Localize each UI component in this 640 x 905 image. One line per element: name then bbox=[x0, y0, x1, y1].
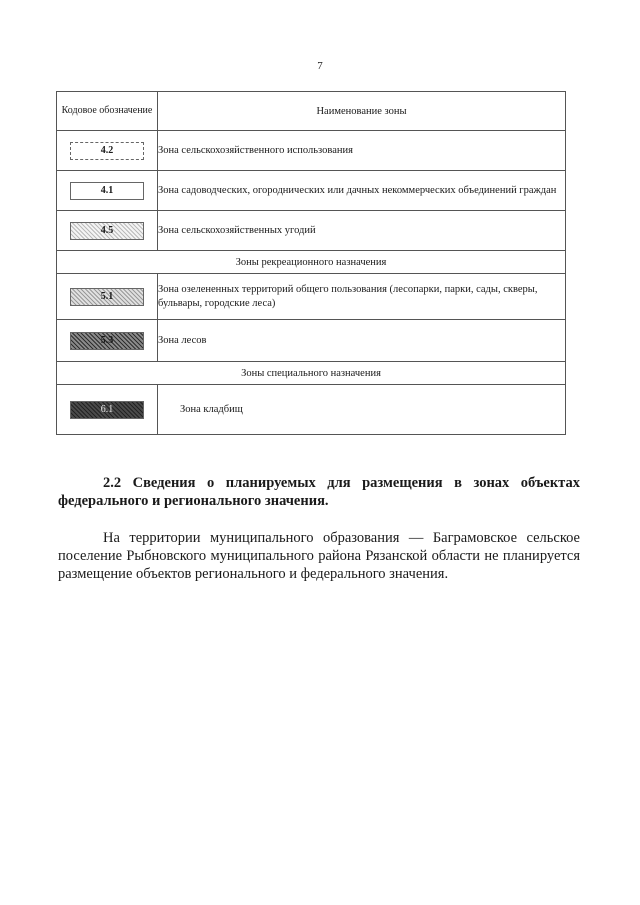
zone-code-swatch: 6.1 bbox=[70, 401, 144, 419]
section-row bbox=[57, 251, 566, 274]
zone-code-swatch: 4.2 bbox=[70, 142, 144, 160]
zone-name: Зона сельскохозяйственного использования bbox=[158, 131, 566, 171]
column-header-code: Кодовое обозначение bbox=[57, 92, 158, 131]
table-row bbox=[57, 274, 566, 320]
body-paragraph: На территории муниципального образования — Баграмовское сельское поселение Рыбновского муниципального района Рязанской области не планируется размещение объектов регионального и федерального значения. bbox=[58, 530, 580, 582]
table-row bbox=[57, 131, 566, 171]
table-row bbox=[57, 320, 566, 362]
column-header-name: Наименование зоны bbox=[158, 92, 566, 131]
zone-code-swatch: 4.1 bbox=[70, 182, 144, 200]
page-number: 7 bbox=[317, 60, 323, 72]
section-title: Зоны специального назначения bbox=[57, 362, 566, 385]
zone-name: Зона садоводческих, огороднических или дачных некоммерческих объединений граждан bbox=[158, 171, 566, 211]
zone-code-swatch: 4.5 bbox=[70, 222, 144, 240]
section-row bbox=[57, 362, 566, 385]
zone-code-swatch: 5.3 bbox=[70, 332, 144, 350]
table-row bbox=[57, 211, 566, 251]
section-heading: 2.2 Сведения о планируемых для размещения в зонах объектах федерального и регионального значения. bbox=[58, 475, 580, 509]
zone-code-swatch: 5.1 bbox=[70, 288, 144, 306]
zone-name: Зона сельскохозяйственных угодий bbox=[158, 211, 566, 251]
zone-name: Зона лесов bbox=[158, 320, 566, 362]
table-header-row bbox=[57, 92, 566, 131]
zones-table bbox=[56, 91, 566, 435]
zone-name: Зона озелененных территорий общего пользования (лесопарки, парки, сады, скверы, бульвары, городские леса) bbox=[158, 274, 566, 320]
table-row bbox=[57, 385, 566, 435]
zone-name: Зона кладбищ bbox=[158, 385, 566, 435]
table-row bbox=[57, 171, 566, 211]
section-title: Зоны рекреационного назначения bbox=[57, 251, 566, 274]
